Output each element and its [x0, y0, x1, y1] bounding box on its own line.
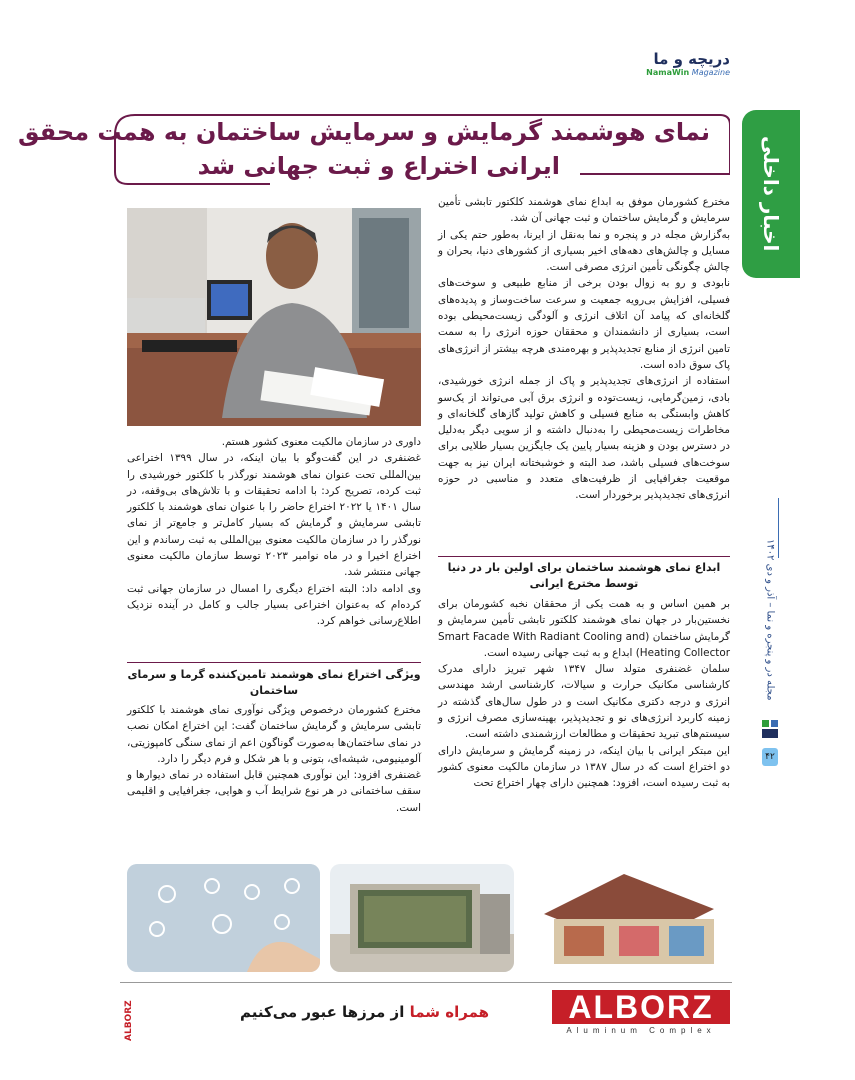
magazine-mark-icon [760, 718, 780, 740]
article-column-right-top [438, 194, 730, 504]
paragraph: استفاده از انرژی‌های تجدیدپذیر و پاک از جمله انرژی خورشیدی، بادی، زمین‌گرمایی، زیست‌توده و انرژی برق آبی می‌تواند از یک‌سو کاهش وابستگی به منابع فسیلی و کاهش تولید گازهای گلخانه‌ای و مخاطرات زیست‌محیطی را به‌دنبال داشته و از سویی دیگر به‌دلیل در دسترس بودن و هزینه بسیار پایین یک جایگزین بسیار طلایی برای سوخت‌های فسیلی باشد، صد البته و خوشبختانه ایران نیز به جهت موقعیت جغرافیایی از ظرفیت‌های متعدد و مناسبی در حوزه انرژی‌های تجدیدپذیر برخوردار است. [438, 375, 730, 502]
article-title-line2: ایرانی اختراع و ثبت جهانی شد [197, 152, 560, 180]
subhead-rule [127, 662, 421, 663]
article-title-box [17, 112, 730, 187]
brand-subtitle: Aluminum Complex [566, 1026, 716, 1035]
subheading-left: ویژگی اختراع نمای هوشمند تامین‌کننده گرما و سرمای ساختمان [127, 668, 421, 697]
paragraph: مخترع کشورمان موفق به ابداع نمای هوشمند کلکتور تابشی تأمین سرمایش و گرمایش ساختمان و ثبت جهانی آن شد. [438, 196, 730, 225]
paragraph: مخترع کشورمان درخصوص ویژگی نوآوری نمای هوشمند با کلکتور تابشی سرمایش و گرمایش ساختمان گفت: این اختراع امکان نصب در نمای ساختمان‌ها به‌صورت گوناگون اعم از نمای سنگی کامپوزیتی، آلومینیومی، شیشه‌ای، بتونی و با هر شکل و فرم دیگر را دارد. [127, 704, 421, 765]
paragraph: داوری در سازمان مالکیت معنوی کشور هستم. [221, 436, 421, 448]
article-column-left-top [127, 434, 421, 630]
subheading-right: ابداع نمای هوشمند ساختمان برای اولین بار در دنیا توسط مخترع ایرانی [447, 561, 721, 590]
paragraph: این مبتکر ایرانی با بیان اینکه، در زمینه گرمایش و سرمایش دارای دو اختراع است که در سال ۱۳۸۷ در سازمان مالکیت معنوی کشور به ثبت رسیده است، افزود: همچنین دارای چهار اختراع تحت [438, 744, 731, 790]
slogan-accent: همراه شما [409, 1003, 490, 1021]
section-tab-label: اخبار داخلی [759, 136, 783, 252]
footer-divider [120, 982, 732, 983]
magazine-logo [640, 50, 730, 80]
inventor-photo [127, 208, 421, 426]
article-column-left-bottom [127, 702, 421, 816]
article-title-line1: نمای هوشمند گرمایش و سرمایش ساختمان به همت محقق [17, 118, 710, 146]
subhead-rule [438, 556, 730, 557]
vertical-brand: ALBORZ [124, 1000, 134, 1042]
brand-name: ALBORZ [568, 988, 714, 1025]
magazine-name: دریچه و ما [653, 50, 730, 68]
magazine-subtitle: NamaWin Magazine [646, 68, 730, 77]
article-column-right-bottom [438, 596, 730, 792]
magazine-issue-label: مجله در و پنجره و نما – آذر و دی ۱۴۰۲ [764, 539, 776, 701]
paragraph: غضنفری افزود: این نوآوری همچنین قابل استفاده در نمای دیوارها و سقف ساختمانی در هر نوع شرایط آب و هوایی، جغرافیایی و اقلیمی است. [127, 769, 421, 814]
paragraph: بر همین اساس و به همت یکی از محققان نخبه کشورمان برای نخستین‌بار در جهان نمای هوشمند کلکتور تابشی تأمین سرمایش و گرمایش ساختمان (Smart Facade With Radiant Cooling and Heating Collector) ابداع و به ثبت جهانی رسیده است. [438, 598, 730, 659]
footer-slogan [240, 1003, 489, 1021]
building-facade-image [330, 864, 514, 972]
slogan-text: از مرزها عبور می‌کنیم [240, 1003, 405, 1021]
paragraph: به‌گزارش مجله در و پنجره و نما به‌نقل از ایرنا، به‌طور حتم یکی از مسایل و چالش‌های دهه‌های اخیر بسیاری از کشورهای دنیا، بحران و چالش چگونگی تأمین انرژی مصرفی است. [438, 228, 730, 274]
smart-home-touch-image [127, 864, 320, 972]
alborz-logo [552, 990, 730, 1040]
paragraph: سلمان غضنفری متولد سال ۱۳۴۷ شهر تبریز دارای مدرک کارشناسی مکانیک حرارت و سیالات، کارشناسی ارشد مهندسی انرژی و درجه دکتری مکانیک است و در طول سال‌های گذشته در زمینه کاربرد انرژی‌های نو و تجدیدپذیر، بهینه‌سازی مصرف انرژی و سیستم‌های تبرید تحقیقات و مطالعات ارزشمندی داشته است. [438, 663, 730, 741]
section-tab [742, 110, 800, 278]
paragraph: وی ادامه داد: البته اختراع دیگری را امسال در سازمان جهانی ثبت کرده‌ام که به‌عنوان اختراعی بسیار جالب و کامل در آینده نزدیک اطلاع‌رسانی خواهم کرد. [127, 582, 421, 628]
house-airflow-diagram-image [524, 864, 730, 972]
page-number: ۴۲ [762, 748, 778, 766]
paragraph: نابودی و رو به زوال بودن برخی از منابع طبیعی و سوخت‌های فسیلی، افزایش بی‌رویه جمعیت و سرعت ساخت‌وساز و پدیده‌های گلخانه‌ای که پیامد آن اتلاف انرژی و آلودگی زیست‌محیطی بوده است، بسیاری از دانشمندان و محققان حوزه انرژی را به سمت تامین انرژی از منابع تجدیدپذیر و بهره‌مندی هرچه بیشتر از انرژی‌های پاک سوق داده است. [438, 277, 730, 371]
paragraph: غضنفری در این گفت‌وگو با بیان اینکه، در سال ۱۳۹۹ اختراعی بین‌المللی تحت عنوان نمای هوشمند نورگذر با کلکتور خورشیدی را ثبت کرده، تصریح کرد: با ادامه تحقیقات و با تلاش‌های بی‌وقفه، در سال ۱۴۰۱ یا ۲۰۲۲ اختراع حاضر را با عنوان نمای هوشمند با کلکتور تابشی سرمایش و گرمایش که بسیار کامل‌تر و جامع‌تر از نمای نورگذر را در سازمان مالکیت معنوی بین‌المللی به ثبت رساندم و این اختراع اخیرا و در ماه نوامبر ۲۰۲۳ توسط سازمان مالکیت معنوی جهانی منتشر شد. [127, 452, 421, 579]
